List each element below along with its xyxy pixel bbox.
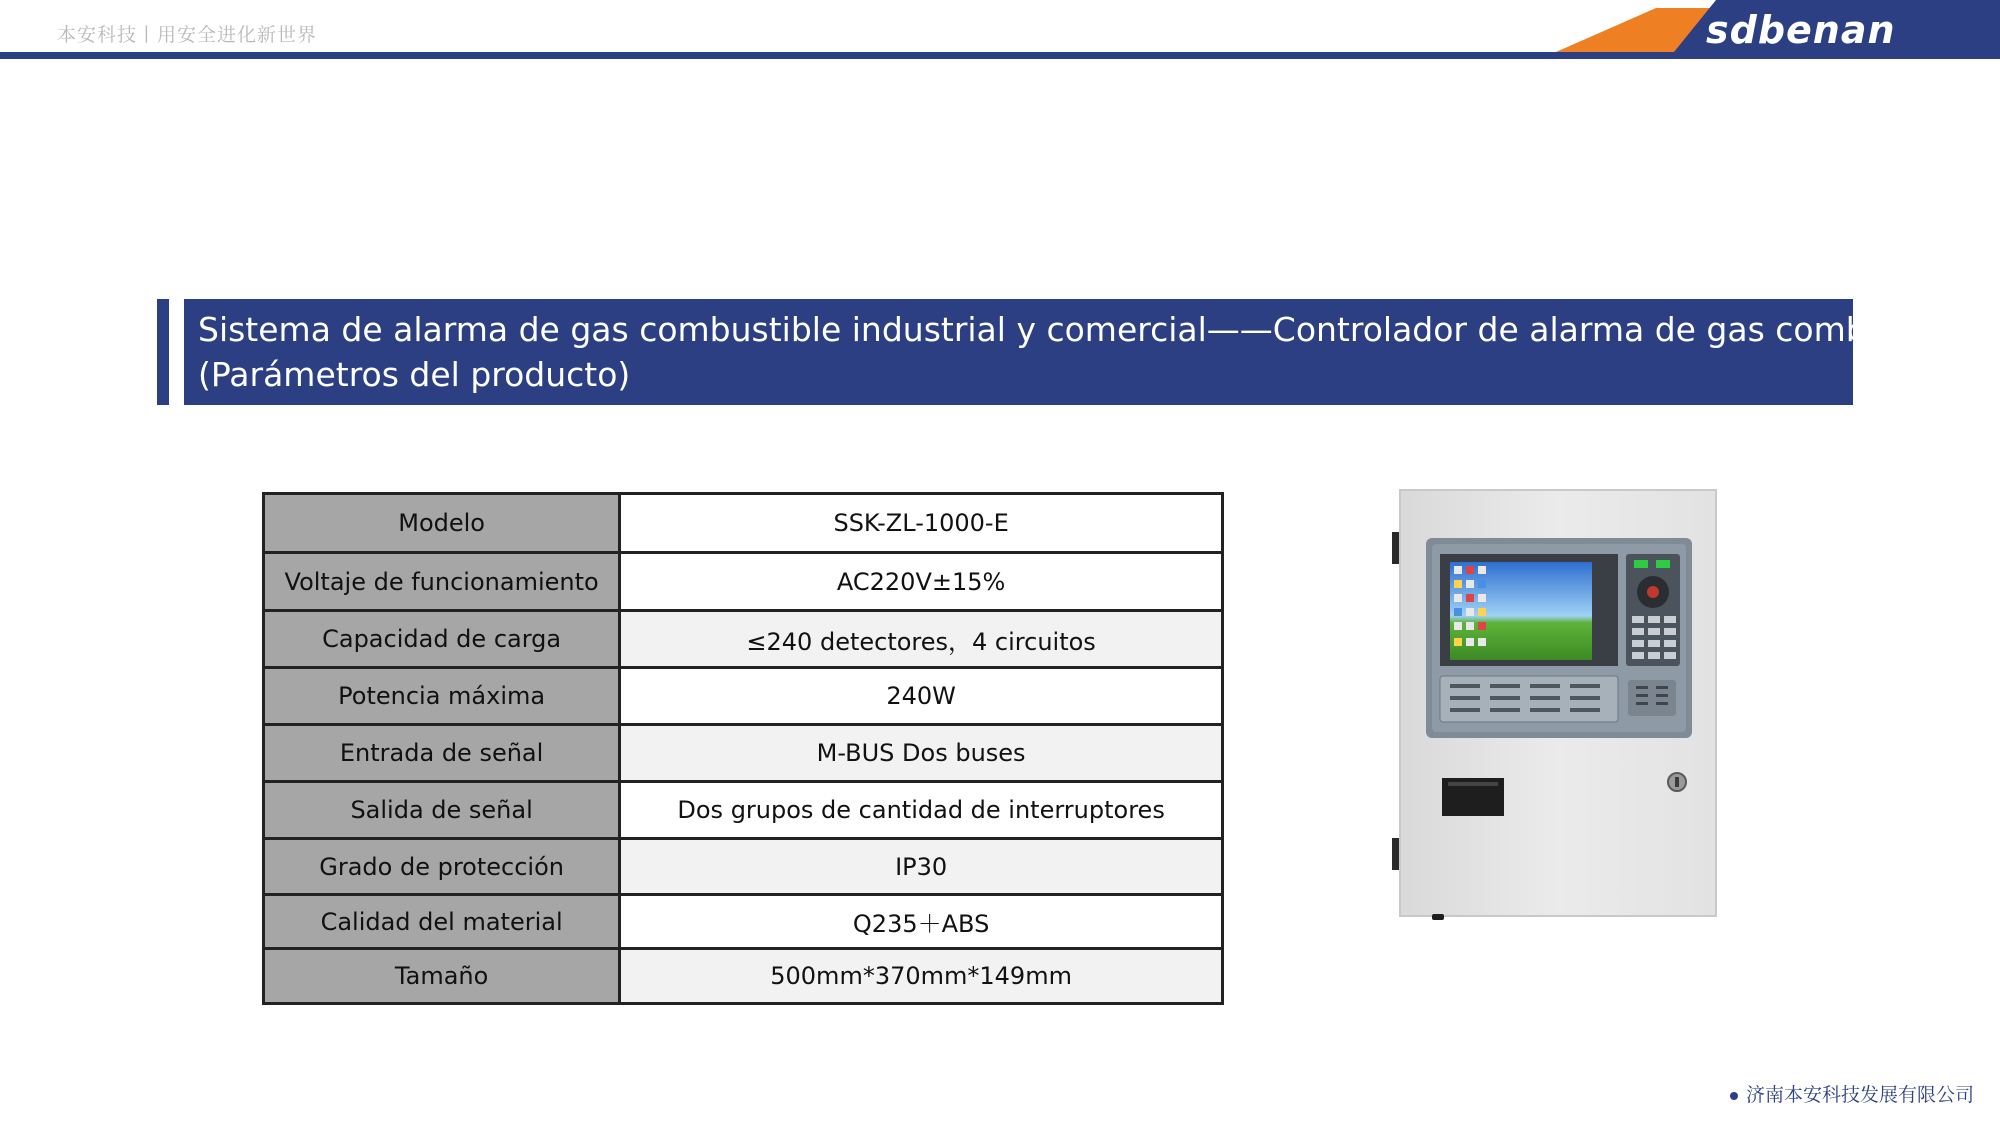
table-row	[264, 895, 1223, 949]
spec-table	[262, 492, 1224, 1005]
cabinet-foot	[1432, 914, 1444, 920]
spec-label: Entrada de señal	[264, 725, 620, 782]
table-row	[264, 611, 1223, 668]
spec-value: 500mm*370mm*149mm	[620, 949, 1223, 1004]
spec-label: Grado de protección	[264, 839, 620, 895]
spec-value: SSK-ZL-1000-E	[620, 494, 1223, 553]
bullet-dot-icon	[1730, 1092, 1738, 1100]
header-tagline: 本安科技丨用安全进化新世界	[57, 24, 318, 46]
cabinet-hinge	[1392, 532, 1400, 564]
table-row	[264, 839, 1223, 895]
printer-paper-slit	[1448, 782, 1498, 786]
slide-title-line2: (Parámetros del producto)	[198, 355, 631, 394]
table-row	[264, 553, 1223, 611]
spec-label: Voltaje de funcionamiento	[264, 553, 620, 611]
table-row	[264, 668, 1223, 725]
cabinet-hinge	[1392, 838, 1400, 870]
table-row	[264, 494, 1223, 553]
slide-title-line1: Sistema de alarma de gas combustible industrial y comercial——Controlador de alarma de gas combustible	[198, 310, 1978, 349]
door-lock-keyhole	[1675, 777, 1679, 787]
spec-value: ≤240 detectores，4 circuitos	[620, 611, 1223, 668]
spec-value: Dos grupos de cantidad de interruptores	[620, 782, 1223, 839]
status-led	[1656, 560, 1670, 568]
spec-label: Tamaño	[264, 949, 620, 1004]
slide-title	[184, 299, 1978, 405]
status-led	[1634, 560, 1648, 568]
table-row	[264, 725, 1223, 782]
nav-pad-center-icon	[1647, 586, 1659, 598]
table-row	[264, 949, 1223, 1004]
footer-company-text: 济南本安科技发展有限公司	[1745, 1084, 1974, 1106]
spec-value: M-BUS Dos buses	[620, 725, 1223, 782]
footer-company-name	[1730, 1080, 1974, 1107]
speaker-grille	[1628, 680, 1676, 716]
title-accent-bar	[157, 299, 169, 405]
spec-value: IP30	[620, 839, 1223, 895]
keypad-panel	[1626, 554, 1680, 666]
spec-label: Potencia máxima	[264, 668, 620, 725]
table-row	[264, 782, 1223, 839]
logo-text: sdbenan	[1706, 8, 1896, 52]
spec-label: Salida de señal	[264, 782, 620, 839]
spec-label: Modelo	[264, 494, 620, 553]
spec-label: Calidad del material	[264, 895, 620, 949]
spec-label: Capacidad de carga	[264, 611, 620, 668]
spec-value: AC220V±15%	[620, 553, 1223, 611]
spec-value: Q235＋ABS	[620, 895, 1223, 949]
product-image	[1392, 486, 1722, 920]
header-divider	[0, 52, 2000, 59]
spec-value: 240W	[620, 668, 1223, 725]
